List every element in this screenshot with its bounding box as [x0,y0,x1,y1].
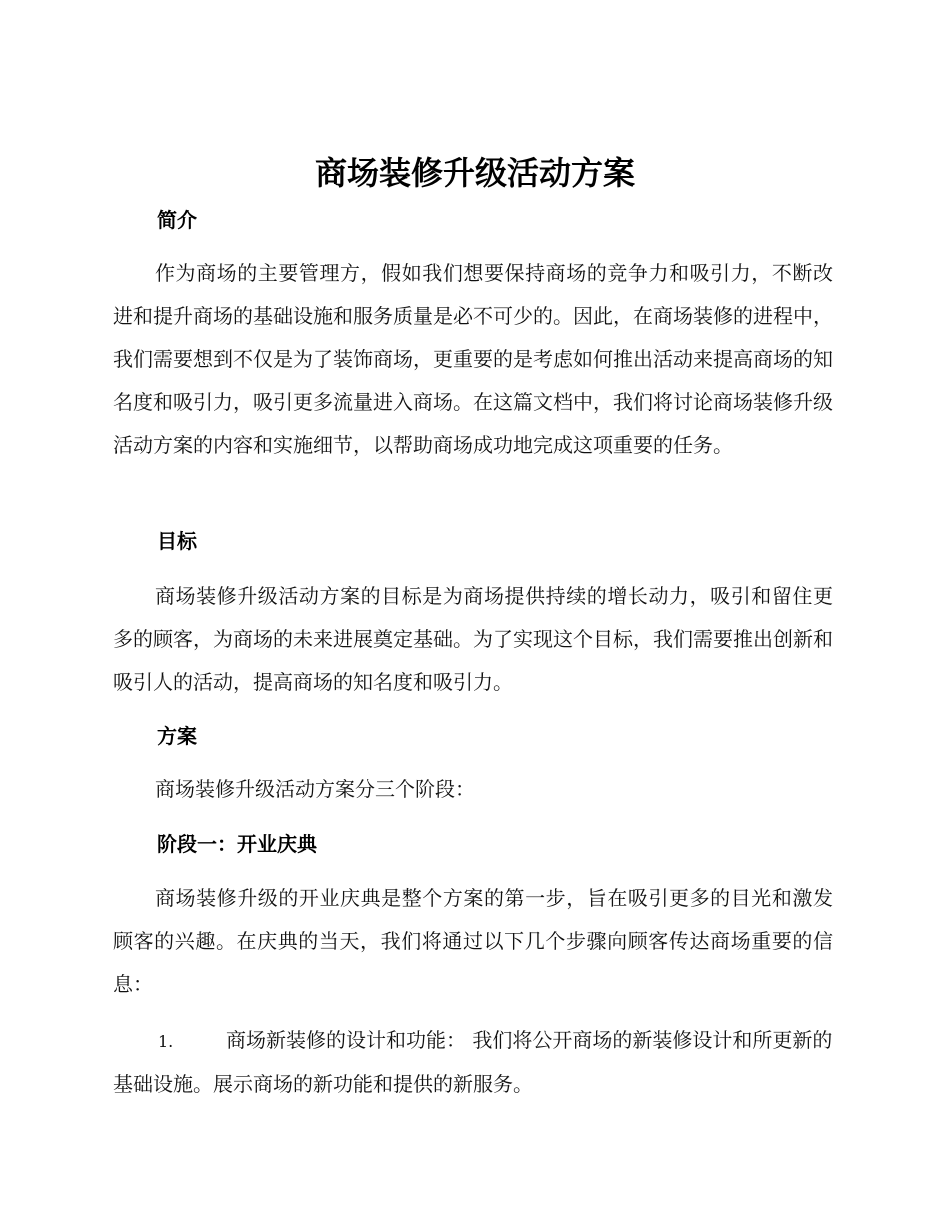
section-heading-intro: 简介 [157,208,197,232]
list-item-number: 1. [158,1032,174,1051]
section-heading-plan: 方案 [157,724,197,748]
intro-paragraph: 作为商场的主要管理方，假如我们想要保持商场的竞争力和吸引力，不断改进和提升商场的基础设施和服务质量是必不可少的。因此，在商场装修的进程中，我们需要想到不仅是为了装饰商场，更重要的是考虑如何推出活动来提高商场的知名度和吸引力，吸引更多流量进入商场。在这篇文档中，我们将讨论商场装修升级活动方案的内容和实施细节，以帮助商场成功地完成这项重要的任务。 [113,261,833,457]
goal-paragraph: 商场装修升级活动方案的目标是为商场提供持续的增长动力，吸引和留住更多的顾客，为商场的未来进展奠定基础。为了实现这个目标，我们需要推出创新和吸引人的活动，提高商场的知名度和吸引力。 [113,584,833,694]
document-title: 商场装修升级活动方案 [314,154,635,192]
list-item-text: 商场新装修的设计和功能： 我们将公开商场的新装修设计和所更新的基础设施。展示商场的新功能和提供的新服务。 [113,1028,833,1096]
section-heading-stage1: 阶段一：开业庆典 [157,832,317,856]
list-item [113,1019,839,1106]
section-heading-goal: 目标 [157,529,197,553]
stage1-paragraph: 商场装修升级的开业庆典是整个方案的第一步，旨在吸引更多的目光和激发顾客的兴趣。在庆典的当天，我们将通过以下几个步骤向顾客传达商场重要的信息： [113,886,833,996]
plan-paragraph: 商场装修升级活动方案分三个阶段： [155,777,475,801]
